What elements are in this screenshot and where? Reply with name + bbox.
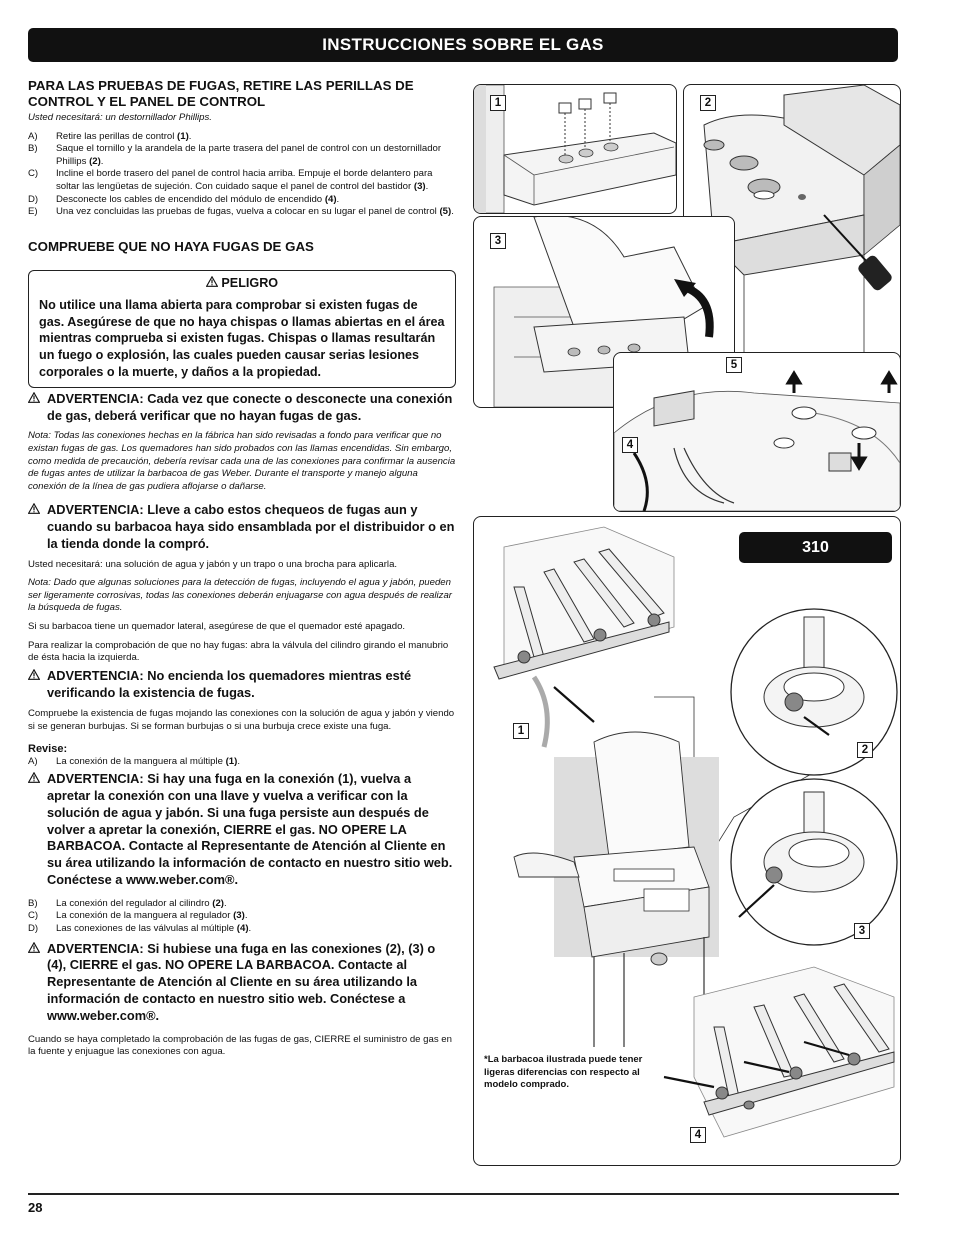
- item-body: [56, 910, 456, 923]
- removal-steps: [28, 131, 456, 219]
- figure-disconnect-wires: [613, 352, 901, 512]
- list-item: [28, 131, 456, 144]
- item-letter: A): [28, 130, 38, 142]
- model-badge: 310: [739, 532, 892, 563]
- figure-label: 4: [622, 437, 638, 453]
- warning-triangle-icon: [28, 391, 47, 425]
- item-body: [56, 923, 456, 936]
- item-body: [56, 898, 456, 911]
- figure-label: 3: [490, 233, 506, 249]
- item-letter: D): [28, 193, 39, 205]
- item-text: Saque el tornillo y la arandela de la parte trasera del panel de control con un destornillador Phillips: [56, 143, 442, 167]
- item-body: [56, 206, 456, 219]
- page-number: 28: [28, 1200, 43, 1215]
- list-item: [28, 910, 456, 923]
- item-letter: B): [28, 143, 38, 155]
- warning-4: [28, 771, 456, 889]
- warning-1-text: ADVERTENCIA: Cada vez que conecte o desconecte una conexión de gas, deberá verificar que no hayan fugas de gas.: [47, 390, 453, 423]
- item-ref: (3): [233, 910, 245, 922]
- item-letter: C): [28, 168, 39, 180]
- list-item: [28, 206, 456, 219]
- ignition-wires-illustration: [614, 353, 900, 511]
- item-body: [56, 168, 456, 193]
- open-valve-note: Para realizar la comprobación de que no hay fugas: abra la válvula del cilindro girando el manubrio de ésta hacia la izquierda.: [28, 639, 449, 664]
- item-text: Una vez concluidas las pruebas de fugas, vuelva a colocar en su lugar el panel de control: [56, 206, 440, 218]
- item-body: [56, 194, 456, 207]
- figure-label: 2: [700, 95, 716, 111]
- item-end: .: [336, 193, 340, 205]
- warning-2-text: ADVERTENCIA: Lleve a cabo estos chequeos de fugas aun y cuando su barbacoa haya sido ensamblada por el distribuidor o en la tienda donde la compró.: [47, 502, 455, 551]
- item-ref: (2): [212, 897, 224, 909]
- item-ref: (4): [324, 193, 337, 205]
- item-text: Incline el borde trasero del panel de control hacia arriba. Empuje el borde delantero para soltar las lengüetas de sujeción. Con cuidado saque el panel de control del bastidor: [56, 168, 433, 192]
- item-text: Desconecte los cables de encendido del módulo de encendido: [56, 193, 325, 205]
- note-1: Nota: Todas las conexiones hechas en la fábrica han sido revisadas a fondo para verificar que no existan fugas de gas. Los quemadores han sido probados con las llamas encendidas. Sin embargo, como medida de precaución, debería revisar cada una de las conexiones para confirmar la ausencia de fugas antes de utilizar la barbacoa de gas Weber. Durante el transporte y manejo alguna conexión de la línea de gas pudiera aflojarse o dañarse.: [28, 430, 456, 492]
- item-ref: (2): [89, 155, 101, 167]
- item-ref: (4): [236, 922, 249, 934]
- item-letter: A): [28, 755, 38, 767]
- item-text: La conexión del regulador al cilindro: [56, 897, 213, 909]
- section-header: INSTRUCCIONES SOBRE EL GAS: [28, 28, 898, 62]
- figure-leak-check-310: [473, 516, 901, 1166]
- item-end: .: [248, 922, 252, 934]
- item-letter: E): [28, 206, 38, 218]
- item-end: .: [100, 155, 104, 167]
- item-body: [56, 143, 456, 168]
- item-end: .: [188, 130, 192, 142]
- warning-3-text: ADVERTENCIA: No encienda los quemadores mientras esté verificando la existencia de fugas.: [47, 667, 412, 700]
- item-body: [56, 131, 456, 144]
- check-item-a: [28, 756, 456, 769]
- item-end: .: [237, 755, 241, 767]
- item-text: Las conexiones de las válvulas al múltiple: [56, 922, 237, 934]
- item-end: .: [244, 910, 248, 922]
- revise-label: Revise:: [28, 742, 68, 755]
- figure-label: 2: [857, 742, 873, 758]
- item-end: .: [425, 180, 429, 192]
- check-items-bcd: [28, 898, 456, 936]
- item-text: La conexión de la manguera al regulador: [56, 910, 234, 922]
- warning-4-text: ADVERTENCIA: Si hay una fuga en la conexión (1), vuelva a apretar la conexión con una llave y vuelva a verificar con la solución de agua y jabón. Si una fuga persiste aun después de volver a apretar la conexión, CIERRE el gas. NO OPERE LA BARBACOA. Contacte al Representante de Atención al Cliente en su área utilizando la información de contacto en nuestro sitio web. Conéctese a www.weber.com®.: [47, 771, 453, 887]
- item-letter: D): [28, 922, 39, 934]
- warning-5: [28, 941, 456, 1025]
- figure-remove-knobs: [473, 84, 677, 214]
- warning-1: [28, 391, 456, 425]
- warning-2: [28, 502, 456, 552]
- danger-title-text: PELIGRO: [221, 275, 279, 290]
- danger-title: [39, 275, 445, 291]
- list-item: [28, 898, 456, 911]
- section1-title: PARA LAS PRUEBAS DE FUGAS, RETIRE LAS PERILLAS DE CONTROL Y EL PANEL DE CONTROL: [28, 78, 414, 109]
- check-note: Compruebe la existencia de fugas mojando las conexiones con la solución de agua y jabón y viendo si se generan burbujas. Si se forman burbujas o si una burbuja crece existe una fuga.: [28, 708, 455, 733]
- warning-5-text: ADVERTENCIA: Si hubiese una fuga en las conexiones (2), (3) o (4), CIERRE el gas. NO OPERE LA BARBACOA. Contacte al Representante de Atención al Cliente en su área utilizando la información de contacto en nuestro sitio web. Conéctese a www.weber.com®.: [47, 940, 436, 1023]
- warning-triangle-icon: [28, 668, 47, 702]
- danger-box: [28, 270, 456, 388]
- list-item: [28, 168, 456, 193]
- figure-label: 5: [726, 357, 742, 373]
- left-column: [28, 78, 456, 1059]
- tool-note: Usted necesitará: un destornillador Phillips.: [28, 112, 212, 123]
- list-item: [28, 194, 456, 207]
- item-text: Retire las perillas de control: [56, 130, 178, 142]
- item-letter: B): [28, 897, 38, 909]
- warning-3: [28, 668, 456, 702]
- item-ref: (1): [177, 130, 189, 142]
- footer-rule: [28, 1193, 899, 1195]
- section2-title: COMPRUEBE QUE NO HAYA FUGAS DE GAS: [28, 238, 314, 254]
- item-letter: C): [28, 910, 39, 922]
- list-item: [28, 923, 456, 936]
- warning-triangle-icon: [206, 276, 218, 290]
- warning-triangle-icon: [28, 941, 47, 1025]
- list-item: [28, 143, 456, 168]
- figure-label: 1: [490, 95, 506, 111]
- item-end: .: [451, 206, 454, 218]
- note-2: Nota: Dado que algunas soluciones para la detección de fugas, incluyendo el agua y jabón, pueden ser ligeramente corrosivas, todas las conexiones deberán enjuagarse con agua después de realizar la búsqueda de fugas.: [28, 577, 452, 614]
- warning-triangle-icon: [28, 502, 47, 552]
- item-ref: (3): [413, 180, 426, 192]
- figure-label: 1: [513, 723, 529, 739]
- item-ref: (1): [225, 755, 238, 767]
- warning-triangle-icon: [28, 771, 47, 889]
- item-end: .: [224, 897, 227, 909]
- item-text: La conexión de la manguera al múltiple: [56, 755, 226, 767]
- need-note: Usted necesitará: una solución de agua y jabón y un trapo o una brocha para aplicarla.: [28, 558, 398, 570]
- figure-label: 4: [690, 1127, 706, 1143]
- side-burner-note: Si su barbacoa tiene un quemador lateral, asegúrese de que el quemador esté apagado.: [28, 621, 406, 633]
- figure-caption: *La barbacoa ilustrada puede tener ligeras diferencias con respecto al modelo comprado.: [484, 1054, 643, 1090]
- danger-text: No utilice una llama abierta para comprobar si existen fugas de gas. Asegúrese de que no haya chispas o llamas abiertas en el área mientras comprueba si existen fugas. Chispas o llamas resultarán un fuego o explosión, las cuales pueden causar serias lesiones corporales o la muerte, y daños a la propiedad.: [39, 297, 445, 379]
- figure-label: 3: [854, 923, 870, 939]
- item-ref: (5): [439, 206, 452, 218]
- final-note: Cuando se haya completado la comprobación de las fugas de gas, CIERRE el suministro de gas en la fuente y enjuague las conexiones con agua.: [28, 1033, 452, 1058]
